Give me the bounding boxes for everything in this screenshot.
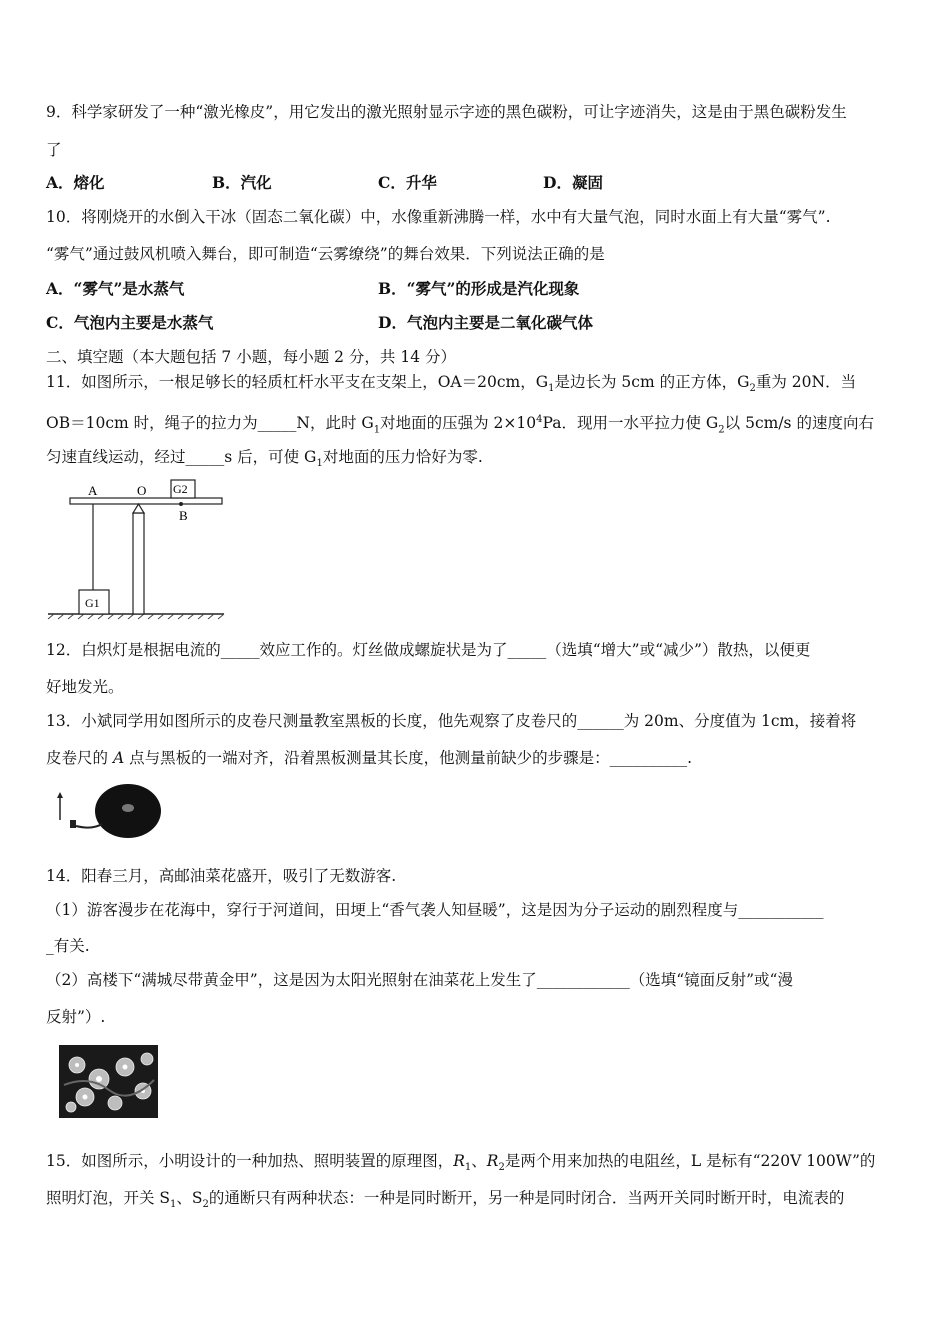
- q14-stem: 14．阳春三月，高邮油菜花盛开，吸引了无数游客.: [46, 867, 397, 885]
- q10-option-a: A．“雾气”是水蒸气: [46, 279, 185, 298]
- q11-stem-line2: OB＝10cm 时，绳子的拉力为_____N，此时 $G_1$对地面的压强为 $2\times 10^4Pa$．现用一水平拉力使 $G_2$以 5cm/s 的速度向右: [46, 414, 874, 436]
- label-g1: G1: [85, 596, 100, 610]
- support-post: [133, 513, 144, 614]
- q9-option-b: B．汽化: [212, 173, 272, 192]
- label-a: A: [88, 483, 98, 498]
- label-b: B: [179, 508, 188, 523]
- q14-part1-line2: _有关.: [46, 937, 90, 955]
- label-g2: G2: [173, 482, 188, 496]
- label-o: O: [137, 483, 147, 498]
- lever-bar: [70, 498, 222, 504]
- section-fill-in-heading: 二、填空题（本大题包括 7 小题，每小题 2 分，共 14 分）: [46, 348, 457, 366]
- q15-stem-line2: 照明灯泡，开关 $S_1$、$S_2$的通断只有两种状态：一种是同时断开，另一种是同时闭合．当两开关同时断开时，电流表的: [46, 1189, 845, 1211]
- q10-stem-line2: “雾气”通过鼓风机喷入舞台，即可制造“云雾缭绕”的舞台效果．下列说法正确的是: [46, 245, 605, 263]
- q14-part2-line2: 反射”）.: [46, 1008, 106, 1026]
- q9-option-a: A．熔化: [46, 173, 105, 192]
- q9-stem-line2: 了: [46, 141, 62, 159]
- q13-stem-line1: 13．小斌同学用如图所示的皮卷尺测量教室黑板的长度，他先观察了皮卷尺的______为 20m、分度值为 1cm，接着将: [46, 712, 857, 730]
- point-b-marker: [179, 502, 183, 506]
- q11-lever-figure: [44, 478, 229, 620]
- q9-option-c: C．升华: [378, 173, 437, 192]
- q13-stem-line2: 皮卷尺的 A 点与黑板的一端对齐，沿着黑板测量其长度，他测量前缺少的步骤是：__________.: [46, 749, 692, 767]
- q11-stem-line3: 匀速直线运动，经过_____s 后，可使 $G_1$对地面的压力恰好为零.: [46, 448, 483, 470]
- q14-part2-line1: （2）高楼下“满城尽带黄金甲”，这是因为太阳光照射在油菜花上发生了____________（选填“镜面反射”或“漫: [46, 971, 793, 989]
- q10-option-d: D．气泡内主要是二氧化碳气体: [378, 313, 593, 332]
- q13-tape-measure-image: [52, 782, 164, 840]
- q11-stem-line1: 11．如图所示，一根足够长的轻质杠杆水平支在支架上，OA＝20cm，$G_1$是边长为 5cm 的正方体，$G_2$重为 20N．当: [46, 373, 857, 395]
- q12-stem-line1: 12．白炽灯是根据电流的_____效应工作的。灯丝做成螺旋状是为了_____（选填“增大”或“减少”）散热，以便更: [46, 641, 811, 659]
- q10-option-c: C．气泡内主要是水蒸气: [46, 313, 214, 332]
- q15-stem-line1: 15．如图所示，小明设计的一种加热、照明装置的原理图，$R_1$、$R_2$是两个用来加热的电阻丝，L 是标有“220V 100W”的: [46, 1152, 876, 1174]
- q9-option-d: D．凝固: [543, 173, 603, 192]
- q14-flower-photo: [59, 1045, 158, 1118]
- q14-part1-line1: （1）游客漫步在花海中，穿行于河道间，田埂上“香气袭人知昼暖”，这是因为分子运动的剧烈程度与___________: [46, 901, 824, 919]
- fulcrum: [133, 504, 144, 513]
- q9-stem-line1: 9．科学家研发了一种“激光橡皮”，用它发出的激光照射显示字迹的黑色碳粉，可让字迹消失，这是由于黑色碳粉发生: [46, 103, 847, 121]
- q10-option-b: B．“雾气”的形成是汽化现象: [378, 279, 580, 298]
- q12-stem-line2: 好地发光。: [46, 678, 124, 696]
- q10-stem-line1: 10．将刚烧开的水倒入干冰（固态二氧化碳）中，水像重新沸腾一样，水中有大量气泡，同时水面上有大量“雾气”.: [46, 208, 831, 226]
